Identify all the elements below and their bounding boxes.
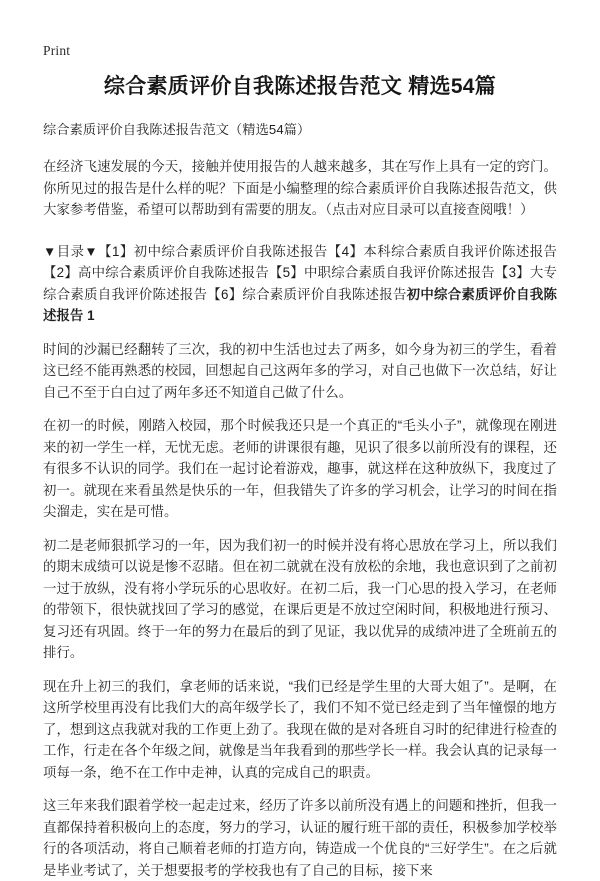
intro-paragraph: 在经济飞速发展的今天，接触并使用报告的人越来越多，其在写作上具有一定的窍门。你所见过的报告是什么样的呢？下面是小编整理的综合素质评价自我陈述报告范文，供大家参考借鉴，希望可以帮助到有需要的朋友。（点击对应目录可以直接查阅哦！） (43, 159, 557, 217)
toc-links[interactable]: ▼目录▼【1】初中综合素质评价自我陈述报告【4】本科综合素质自我评价陈述报告【2】高中综合素质评价自我陈述报告【5】中职综合素质自我评价陈述报告【3】大专综合素质自我评价陈述报告【6】综合素质评价自我陈述报告 (43, 243, 557, 302)
document-body (43, 72, 557, 881)
print-link[interactable]: Print (43, 43, 71, 58)
print-bar (43, 42, 70, 60)
body-paragraph-2: 在初一的时候，刚踏入校园，那个时候我还只是一个真正的“毛头小子”，就像现在刚进来的初一学生一样，无忧无虑。老师的讲课很有趣，见识了很多以前所没有的课程，还有很多不认识的同学。我们在一起讨论着游戏，趣事，就这样在这种放纵下，我度过了初一。就现在来看虽然是快乐的一年，但我错失了许多的学习机会，让学习的时间在指尖溜走，实在是可惜。 (43, 418, 557, 519)
body-paragraph-4: 现在升上初三的我们，拿老师的话来说，“我们已经是学生里的大哥大姐了”。是啊，在这所学校里再没有比我们大的高年级学长了，我们不知不觉已经走到了当年憧憬的地方了，想到这点我就对我的工作更上劲了。我现在做的是对各班自习时的纪律进行检查的工作，行走在各个年级之间，就像是当年我看到的那些学长一样。我会认真的记录每一项每一条，绝不在工作中走神，认真的完成自己的职责。 (43, 678, 557, 780)
toc-current-section: 初中综合素质评价自我陈述报告 1 (43, 286, 557, 323)
table-of-contents (43, 241, 557, 327)
document-subtitle: 综合素质评价自我陈述报告范文（精选54篇） (43, 122, 311, 137)
page-title: 综合素质评价自我陈述报告范文 精选54篇 (103, 75, 497, 98)
body-paragraph-1: 时间的沙漏已经翻转了三次，我的初中生活也过去了两多，如今身为初三的学生，看着这已经不能再熟悉的校园，回想起自己这两年多的学习，对自己也做下一次总结，好让自己不至于白白过了两年多还不知道自己做了什么。 (43, 341, 557, 400)
body-paragraph-3: 初二是老师狠抓学习的一年，因为我们初一的时候并没有将心思放在学习上，所以我们的期末成绩可以说是惨不忍睹。但在初二就就在没有放松的余地，我也意识到了之前初一过于放纵，没有将小学玩乐的心思收好。在初二后，我一门心思的投入学习，在老师的带领下，很快就找回了学习的感觉，在课后更是不放过空闲时间，积极地进行预习、复习还有巩固。终于一年的努力在最后的到了见证，我以优异的成绩冲进了全班前五的排行。 (43, 537, 557, 660)
body-paragraph-5: 这三年来我们跟着学校一起走过来，经历了许多以前所没有遇上的问题和挫折，但我一直都保持着积极向上的态度，努力的学习，认证的履行班干部的责任，积极参加学校举行的各项活动，将自己顺着老师的打造方向，铸造成一个优良的“三好学生”。在之后就是毕业考试了，关于想要报考的学校我也有了自己的目标，接下来 (43, 798, 557, 878)
